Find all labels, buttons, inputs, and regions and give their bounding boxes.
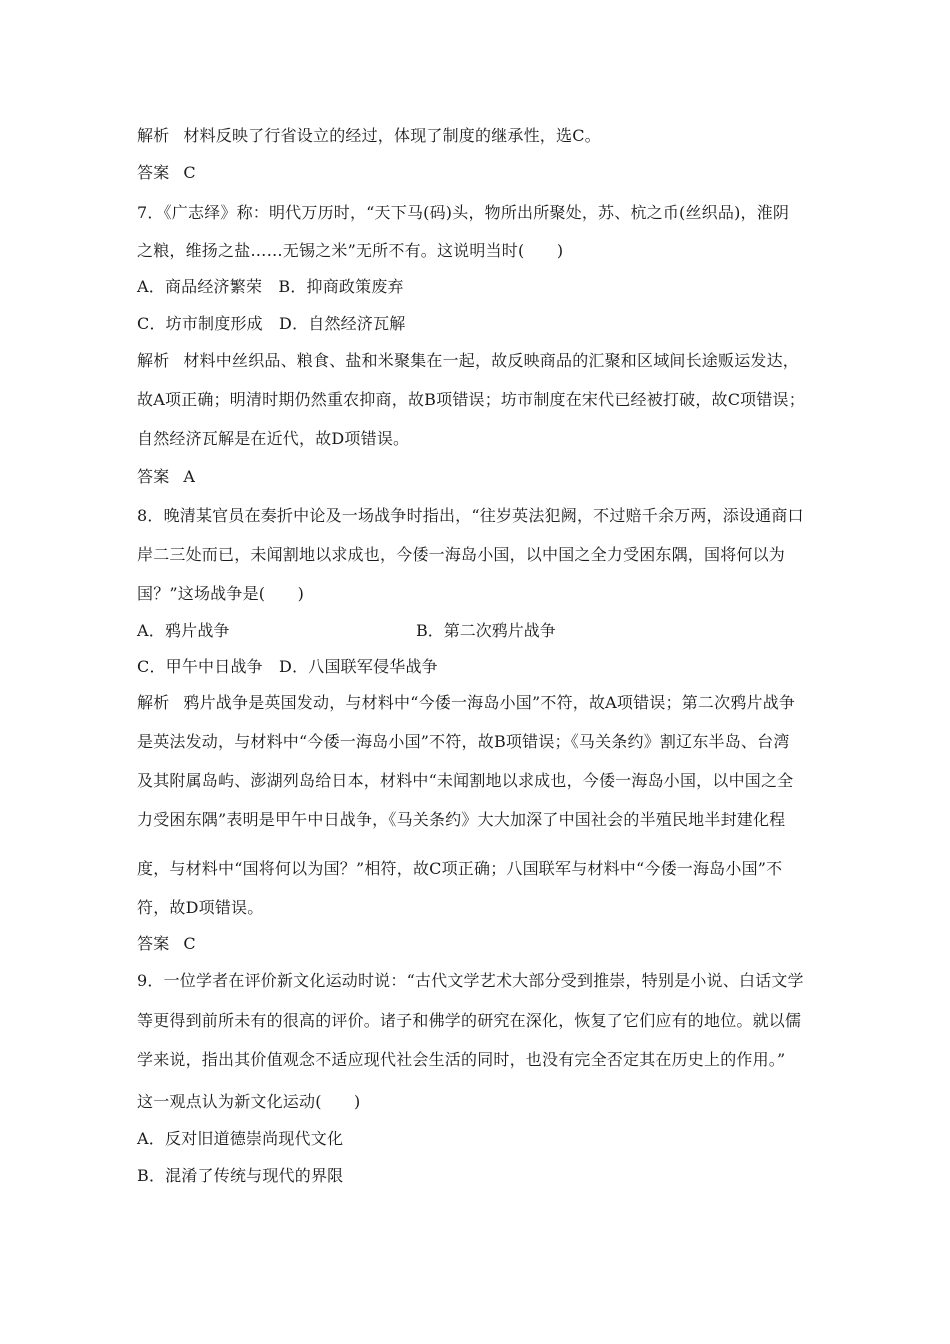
q9-stem-line-4: 这一观点认为新文化运动( ) bbox=[137, 1092, 361, 1111]
q8-analysis-line-5: 度，与材料中“国将何以为国？”相符，故C项正确；八国联军与材料中“今倭一海岛小国”不 bbox=[137, 859, 783, 878]
q8-options-cd: C．甲午中日战争 D．八国联军侵华战争 bbox=[137, 657, 438, 676]
q9-option-b: B．混淆了传统与现代的界限 bbox=[137, 1166, 344, 1185]
q9-stem-line-1: 9．一位学者在评价新文化运动时说：“古代文学艺术大部分受到推崇，特别是小说、白话文学 bbox=[137, 971, 804, 990]
q7-options-ab: A．商品经济繁荣 B．抑商政策废弃 bbox=[137, 277, 404, 296]
q8-analysis-line-6: 符，故D项错误。 bbox=[137, 898, 264, 917]
q7-options-cd: C．坊市制度形成 D．自然经济瓦解 bbox=[137, 314, 406, 333]
answer-label: 答案 bbox=[137, 163, 170, 182]
answer-value: C bbox=[183, 163, 196, 182]
analysis-text: 材料反映了行省设立的经过，体现了制度的继承性，选C。 bbox=[183, 126, 601, 145]
q8-stem-line-3: 国？”这场战争是( ) bbox=[137, 584, 305, 603]
q8-analysis-line-1 bbox=[137, 692, 837, 714]
analysis-text: 鸦片战争是英国发动，与材料中“今倭一海岛小国”不符，故A项错误；第二次鸦片战争 bbox=[183, 693, 796, 712]
answer-value: C bbox=[183, 934, 196, 953]
q7-stem-line-2: 之粮，维扬之盐……无锡之米”无所不有。这说明当时( ) bbox=[137, 241, 564, 260]
q7-stem-line-1: 7．《广志绎》称：明代万历时，“天下马(码)头，物所出所聚处，苏、杭之币(丝织品)，淮阴 bbox=[137, 203, 790, 222]
answer-label: 答案 bbox=[137, 467, 170, 486]
q9-stem-line-2: 等更得到前所未有的很高的评价。诸子和佛学的研究在深化，恢复了它们应有的地位。就以儒 bbox=[137, 1011, 802, 1030]
q8-answer bbox=[137, 933, 837, 955]
q8-analysis-line-2: 是英法发动，与材料中“今倭一海岛小国”不符，故B项错误；《马关条约》割辽东半岛、台湾 bbox=[137, 732, 790, 751]
q6-analysis bbox=[137, 125, 837, 147]
q6-answer bbox=[137, 162, 837, 184]
q9-stem-line-3: 学来说，指出其价值观念不适应现代社会生活的同时，也没有完全否定其在历史上的作用。” bbox=[137, 1050, 786, 1069]
q8-analysis-line-4: 力受困东隅”表明是甲午中日战争，《马关条约》大大加深了中国社会的半殖民地半封建化程 bbox=[137, 810, 786, 829]
q8-stem-line-1: 8．晚清某官员在奏折中论及一场战争时指出，“往岁英法犯阙，不过赔千余万两，添设通商口 bbox=[137, 506, 804, 525]
analysis-label: 解析 bbox=[137, 351, 170, 370]
q8-option-a: A．鸦片战争 bbox=[137, 621, 230, 640]
q7-analysis-line-2: 故A项正确；明清时期仍然重农抑商，故B项错误；坊市制度在宋代已经被打破，故C项错误； bbox=[137, 390, 805, 409]
analysis-label: 解析 bbox=[137, 126, 170, 145]
answer-label: 答案 bbox=[137, 934, 170, 953]
analysis-text: 材料中丝织品、粮食、盐和米聚集在一起，故反映商品的汇聚和区域间长途贩运发达， bbox=[183, 351, 800, 370]
q8-analysis-line-3: 及其附属岛屿、澎湖列岛给日本，材料中“未闻割地以求成也，今倭一海岛小国，以中国之全 bbox=[137, 771, 794, 790]
q7-analysis-line-1 bbox=[137, 350, 837, 372]
q7-answer bbox=[137, 466, 837, 488]
q8-stem-line-2: 岸二三处而已，未闻割地以求成也，今倭一海岛小国，以中国之全力受困东隅，国将何以为 bbox=[137, 545, 786, 564]
q7-analysis-line-3: 自然经济瓦解是在近代，故D项错误。 bbox=[137, 429, 410, 448]
q9-option-a: A．反对旧道德崇尚现代文化 bbox=[137, 1129, 344, 1148]
q8-option-b: B．第二次鸦片战争 bbox=[416, 621, 556, 640]
answer-value: A bbox=[183, 467, 196, 486]
analysis-label: 解析 bbox=[137, 693, 170, 712]
